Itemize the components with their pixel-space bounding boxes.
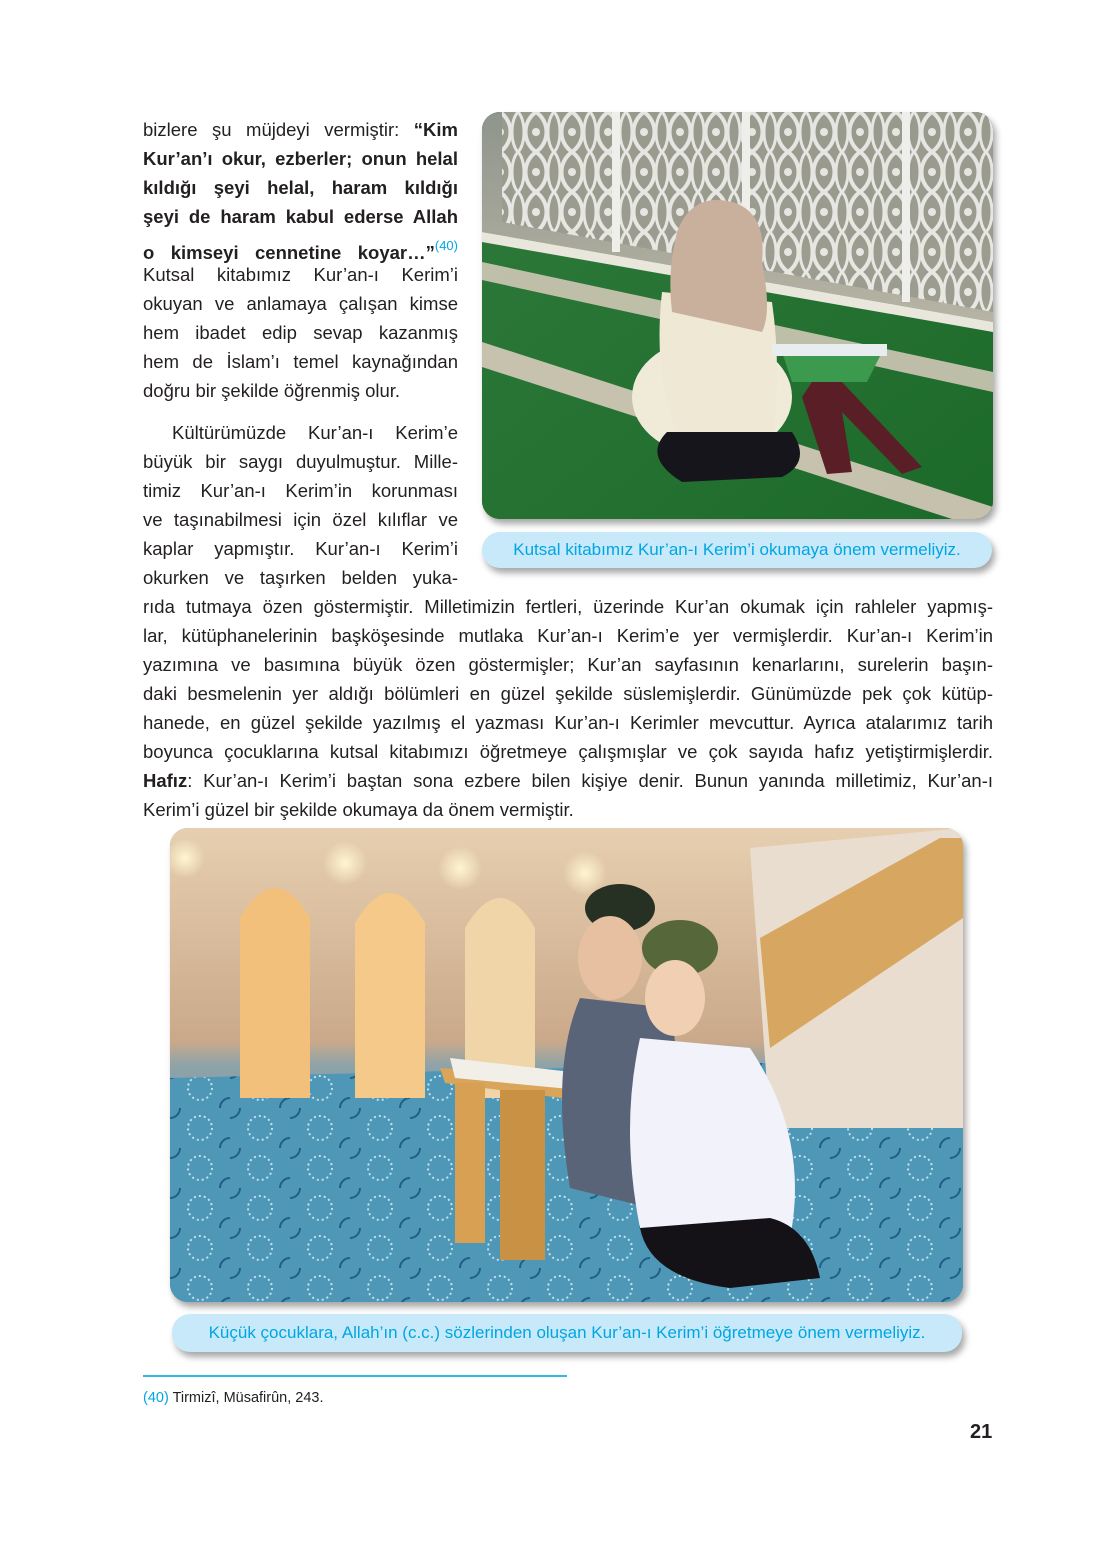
body-line: hanede, en güzel şekilde yazılmış el yazması Kur’an-ı Kerimler mevcuttur. Ayrıca atalarımız tarih bbox=[143, 712, 993, 733]
body-line bbox=[143, 119, 458, 141]
body-line: lar, kütüphanelerinin başköşesinde mutlaka Kur’an-ı Kerim’e yer vermişlerdir. Kur’an-ı Kerim’in bbox=[143, 625, 993, 646]
body-line: timiz Kur’an-ı Kerim’in korunması bbox=[143, 480, 458, 501]
footnote-number: (40) bbox=[143, 1390, 169, 1406]
footnote-ref[interactable]: (40) bbox=[434, 238, 458, 253]
body-line: rıda tutmaya özen göstermiştir. Milletimizin fertleri, üzerinde Kur’an okumak için rahleler yapmış- bbox=[143, 596, 993, 617]
body-line: hem ibadet edip sevap kazanmış bbox=[143, 322, 458, 343]
body-line: doğru bir şekilde öğrenmiş olur. bbox=[143, 380, 401, 401]
caption-text: Küçük çocuklara, Allah’ın (c.c.) sözlerinden oluşan Kur’an-ı Kerim’i öğretmeye önem vermeliyiz. bbox=[208, 1323, 926, 1342]
body-line bbox=[143, 770, 993, 792]
quote-line: Kur’an’ı okur, ezberler; onun helal bbox=[143, 148, 458, 169]
photo-illustration bbox=[170, 828, 963, 1302]
photo-illustration bbox=[482, 112, 993, 519]
quote-line: şeyi de haram kabul ederse Allah bbox=[143, 206, 458, 227]
body-line: Kerim’i güzel bir şekilde okumaya da önem vermiştir. bbox=[143, 799, 574, 820]
body-line: Kutsal kitabımız Kur’an-ı Kerim’i bbox=[143, 264, 458, 285]
body-line: Kültürümüzde Kur’an-ı Kerim’e bbox=[172, 422, 458, 443]
text-run: bizlere şu müjdeyi vermiştir: bbox=[143, 119, 414, 140]
quote-text: “Kim bbox=[413, 119, 458, 140]
figure-caption bbox=[172, 1314, 962, 1352]
quote-line: kıldığı şeyi helal, haram kıldığı bbox=[143, 177, 458, 198]
figure-photo-woman-reading-quran bbox=[482, 112, 993, 519]
term-hafiz: Hafız bbox=[143, 770, 188, 791]
body-line: daki besmelenin yer aldığı bölümleri en güzel şekilde süslemişlerdir. Günümüzde pek çok kütüp- bbox=[143, 683, 993, 704]
text-run: : Kur’an-ı Kerim’i baştan sona ezbere bilen kişiye denir. Bunun yanında milletimiz, Kur’an-ı bbox=[187, 770, 993, 791]
footnote-divider bbox=[143, 1375, 567, 1377]
page-number: 21 bbox=[970, 1421, 993, 1443]
body-line: hem de İslam’ı temel kaynağından bbox=[143, 351, 458, 372]
quote-line bbox=[143, 235, 458, 264]
body-line: ve taşınabilmesi için özel kılıflar ve bbox=[143, 509, 458, 530]
footnote-text: Tirmizî, Müsafirûn, 243. bbox=[168, 1390, 324, 1406]
body-line: okuyan ve anlamaya çalışan kimse bbox=[143, 293, 458, 314]
body-line: boyunca çocuklarına kutsal kitabımızı öğretmeye çalışmışlar ve çok sayıda hafız yetiştirmişlerdir. bbox=[143, 741, 993, 762]
body-line: büyük bir saygı duyulmuştur. Mille- bbox=[143, 451, 458, 472]
figure-caption bbox=[482, 532, 992, 568]
body-line: okurken ve taşırken belden yuka- bbox=[143, 567, 458, 588]
caption-text: Kutsal kitabımız Kur’an-ı Kerim’i okumaya önem vermeliyiz. bbox=[513, 540, 961, 559]
footnote bbox=[143, 1390, 324, 1406]
quote-text: o kimseyi cennetine koyar…” bbox=[143, 242, 435, 263]
body-line: yazımına ve basımına büyük özen göstermişler; Kur’an sayfasının kenarlarını, surelerin başın- bbox=[143, 654, 993, 675]
figure-photo-man-boy-reading-quran bbox=[170, 828, 963, 1302]
body-line: kaplar yapmıştır. Kur’an-ı Kerim’i bbox=[143, 538, 458, 559]
